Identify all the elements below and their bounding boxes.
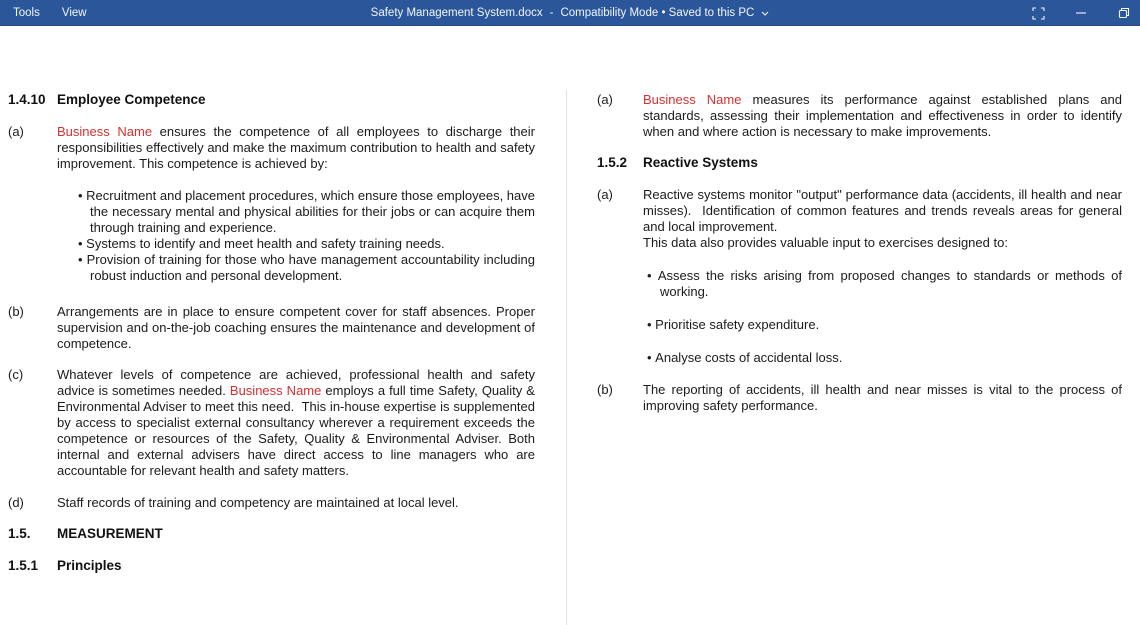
section-heading-1-5-2 [597, 155, 1122, 171]
list-item: • Systems to identify and meet health and safety training needs. [68, 236, 535, 252]
paragraph-run: Whatever levels of competence are achieved, professional health and safety advice is sometimes needed. [57, 367, 535, 398]
page-divider [566, 90, 567, 625]
window-titlebar [0, 0, 1140, 26]
heading-number: 1.5.2 [597, 155, 628, 170]
paragraph-a [8, 124, 535, 172]
bullet-list [68, 188, 535, 284]
list-label: (b) [597, 382, 613, 397]
paragraph-a [597, 187, 1122, 251]
paragraph-run: ensures the competence of all employees to discharge their responsibilities effectively and make the maximum contribution to health and safety improvement. This competence is achieved by: [57, 124, 535, 171]
list-item: • Assess the risks arising from proposed changes to standards or methods of working. [642, 268, 1122, 300]
paragraph-text [643, 92, 1122, 140]
paragraph-text: The reporting of accidents, ill health and near misses is vital to the process of improving safety performance. [643, 382, 1122, 413]
paragraph-text: Arrangements are in place to ensure competent cover for staff absences. Proper supervision and on-the-job coaching ensures the maintenance and development of competence. [57, 304, 535, 351]
heading-text: Principles [57, 558, 122, 573]
chevron-down-icon[interactable] [761, 11, 769, 16]
page-right [597, 92, 1122, 414]
section-heading-1-5-1 [8, 558, 535, 574]
list-label: (d) [8, 495, 24, 510]
minimize-icon[interactable] [1074, 6, 1088, 20]
list-item: • Provision of training for those who have management accountability including robust induction and personal development. [68, 252, 535, 284]
list-label: (a) [597, 187, 613, 202]
heading-text: MEASUREMENT [57, 526, 163, 541]
heading-number: 1.5.1 [8, 558, 39, 573]
title-separator: - [549, 7, 554, 19]
heading-number: 1.4.10 [8, 92, 46, 107]
paragraph-run: This data also provides valuable input to exercises designed to: [643, 235, 1008, 250]
list-label: (a) [597, 92, 613, 107]
paragraph-c [8, 367, 535, 479]
paragraph-text: Staff records of training and competency are maintained at local level. [57, 495, 459, 510]
list-item: • Analyse costs of accidental loss. [642, 350, 1122, 366]
paragraph-a [597, 92, 1122, 140]
list-item: • Prioritise safety expenditure. [642, 317, 1122, 333]
bullet-list [642, 268, 1122, 366]
heading-number: 1.5. [8, 526, 31, 541]
window-controls [1031, 0, 1140, 26]
paragraph-run: employs a full time Safety, Quality & Environmental Adviser to meet this need. This in-house expertise is supplemented by access to specialist external consultancy wherever a requirement exceeds the competence or resources of the Safety, Quality & Environmental Adviser. Both internal and external advisers have direct access to line managers who are accountable for relevant health and safety matters. [57, 383, 535, 478]
document-status: Compatibility Mode • Saved to this PC [560, 7, 755, 19]
restore-icon[interactable] [1117, 6, 1131, 20]
paragraph-text [57, 124, 535, 172]
list-label: (a) [8, 124, 24, 139]
section-heading-1-5 [8, 526, 535, 542]
menu-tools[interactable]: Tools [13, 6, 40, 19]
page-left [8, 92, 535, 590]
section-heading-1-4-10 [8, 92, 535, 108]
paragraph-b [8, 304, 535, 352]
business-name-placeholder: Business Name [57, 124, 153, 139]
menu-view[interactable]: View [61, 6, 87, 19]
focus-mode-icon[interactable] [1031, 6, 1045, 20]
heading-text: Reactive Systems [643, 155, 758, 170]
business-name-placeholder: Business Name [229, 383, 322, 398]
business-name-placeholder: Business Name [643, 92, 742, 107]
heading-text: Employee Competence [57, 92, 206, 107]
list-label: (c) [8, 367, 24, 382]
paragraph-run: measures its performance against established plans and standards, assessing their implementation and effectiveness in order to identify when and where action is necessary to make improvements. [643, 92, 1122, 139]
paragraph-text [643, 187, 1122, 251]
title-dropdown[interactable] [0, 0, 1140, 26]
paragraph-run: Reactive systems monitor "output" performance data (accidents, ill health and near misses). Identification of common features and trends reveals areas for general and local improvement. [643, 187, 1122, 234]
paragraph-d [8, 495, 535, 511]
list-label: (b) [8, 304, 24, 319]
paragraph-text [57, 367, 535, 479]
list-item: • Recruitment and placement procedures, which ensure those employees, have the necessary mental and physical abilities for their jobs or can acquire them through training and experience. [68, 188, 535, 236]
document-canvas[interactable] [0, 26, 1140, 625]
document-title: Safety Management System.docx [370, 7, 543, 19]
paragraph-b [597, 382, 1122, 414]
